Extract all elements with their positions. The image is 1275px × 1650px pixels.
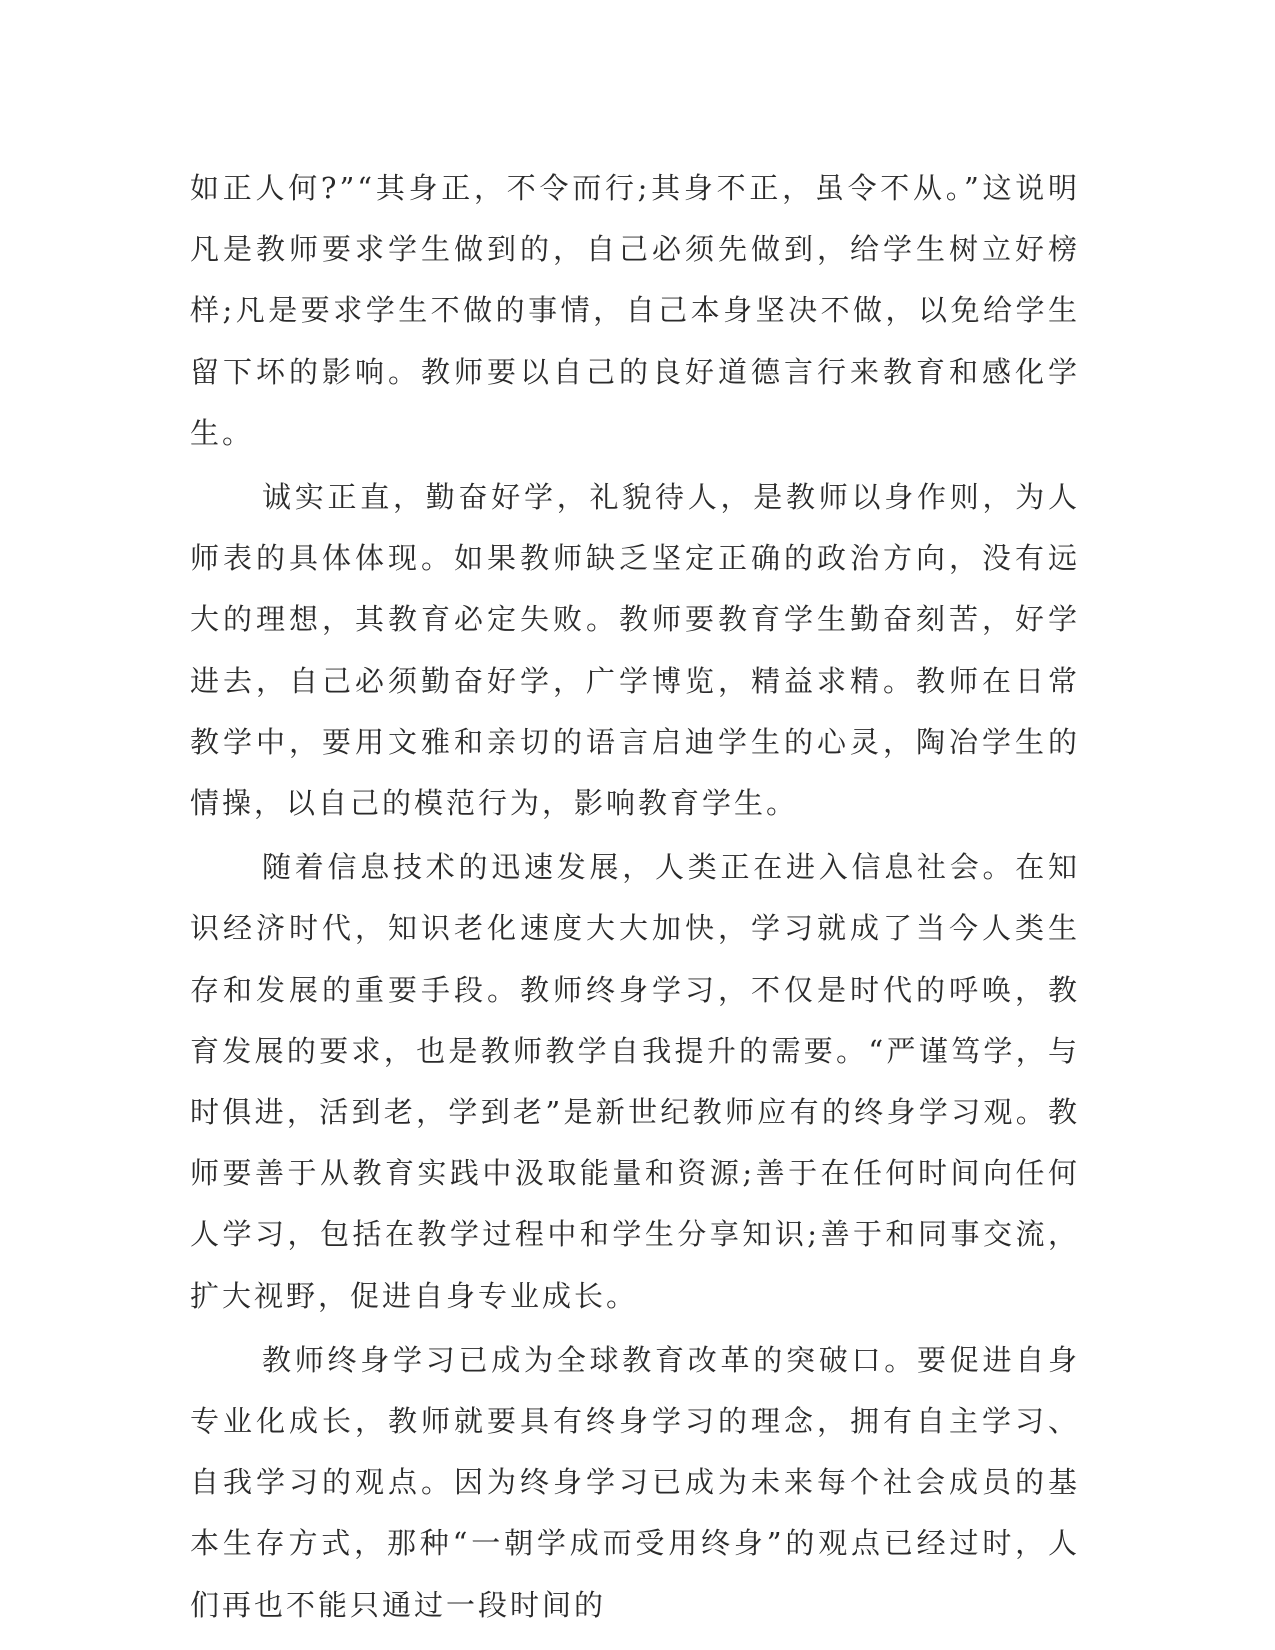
paragraph-lifelong-learning: 教师终身学习已成为全球教育改革的突破口。要促进自身专业化成长，教师就要具有终身学习的理念，拥有自主学习、自我学习的观点。因为终身学习已成为未来每个社会成员的基本生存方式，那种“一朝学成而受用终身”的观点已经过时，人们再也不能只通过一段时间的 [190,1342,1080,1622]
paragraph-integrity: 诚实正直，勤奋好学，礼貌待人，是教师以身作则，为人师表的具体体现。如果教师缺乏坚定正确的政治方向，没有远大的理想，其教育必定失败。教师要教育学生勤奋刻苦，好学进去，自己必须勤奋好学，广学博览，精益求精。教师在日常教学中，要用文雅和亲切的语言启迪学生的心灵，陶冶学生的情操，以自己的模范行为，影响教育学生。 [190,480,1080,821]
paragraph-information-age: 随着信息技术的迅速发展，人类正在进入信息社会。在知识经济时代，知识老化速度大大加快，学习就成了当今人类生存和发展的重要手段。教师终身学习，不仅是时代的呼唤，教育发展的要求，也是教师教学自我提升的需要。“严谨笃学，与时俱进，活到老，学到老”是新世纪教师应有的终身学习观。教师要善于从教育实践中汲取能量和资源;善于在任何时间向任何人学习，包括在教学过程中和学生分享知识;善于和同事交流，扩大视野，促进自身专业成长。 [190,850,1080,1313]
body-text [190,158,1080,1639]
paragraph-continuation: 如正人何?”“其身正，不令而行;其身不正，虽令不从。”这说明凡是教师要求学生做到的，自己必须先做到，给学生树立好榜样;凡是要求学生不做的事情，自己本身坚决不做，以免给学生留下坏的影响。教师要以自己的良好道德言行来教育和感化学生。 [190,171,1080,450]
